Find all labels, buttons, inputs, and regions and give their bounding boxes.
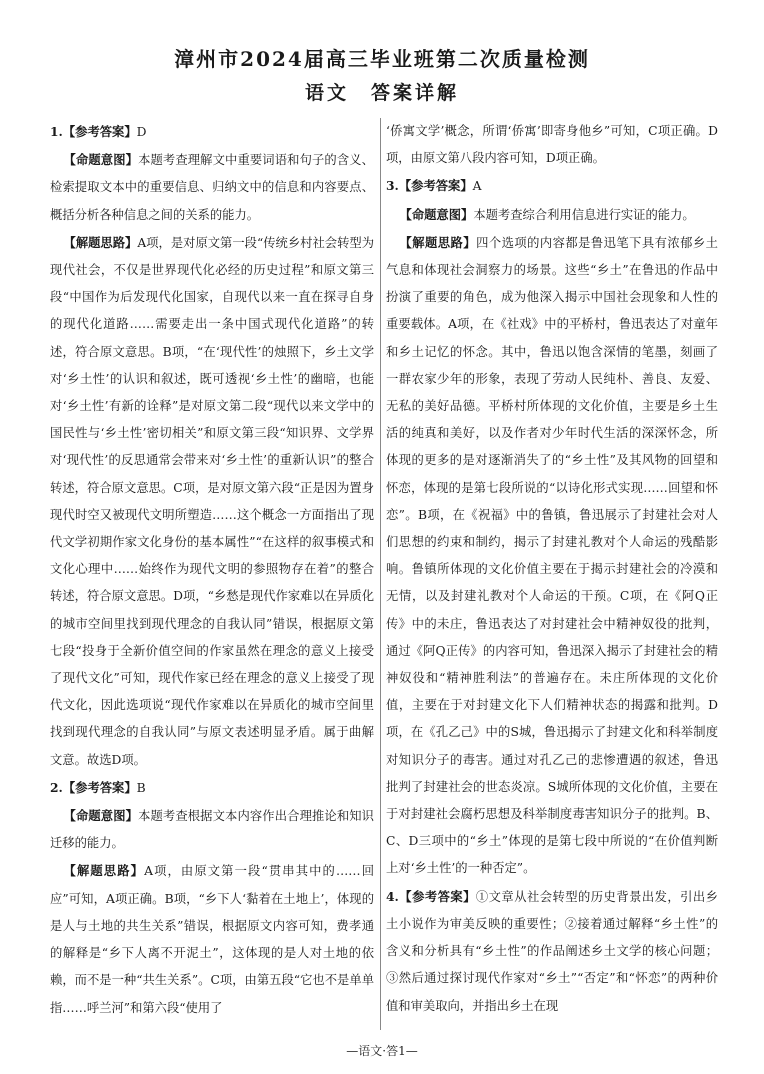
answer-line xyxy=(50,774,374,802)
answer-line xyxy=(50,118,374,146)
question-number: 2. xyxy=(50,779,63,795)
left-column xyxy=(50,118,374,1030)
idea-paragraph xyxy=(50,229,374,774)
page-header xyxy=(0,44,764,108)
intent-text: 本题考查综合利用信息进行实证的能力。 xyxy=(473,207,695,222)
answer-line xyxy=(386,172,718,200)
intent-text: 本题考查理解文中重要词语和句子的含义、检索提取文本中的重要信息、归纳文中的信息和内容要点、概括分析各种信息之间的关系的能力。 xyxy=(50,153,374,222)
idea-text: A项，是对原文第一段“传统乡村社会转型为现代社会，不仅是世界现代化必经的历史过程”和原文第三段“中国作为后发现代化国家，自现代以来一直在探寻自身的现代化道路……需要走出一条中国式现代化道路”的转述，符合原文意思。B项，“在‘现代性’的烛照下，乡土文学对‘乡土性’的认识和叙述，既可透视‘乡土性’的幽暗，也能对‘乡土性’有新的诠释”是对原文第二段“现代以来文学中的国民性与‘乡土性’密切相关”和原文第三段“知识界、文学界对‘现代性’的反思通常会带来对‘乡土性’的重新认识”的整合转述，符合原文意思。C项，是对原文第六段“正是因为置身现代时空又被现代文明所塑造……这个概念一方面指出了现代文学初期作家文化身份的基本属性”“在这样的叙事模式和文化心理中……始终作为现代文明的参照物存在着”的整合转述，符合原文意思。D项，“乡愁是现代作家难以在异质化的城市空间里找到现代理念的自我认同”错误，根据原文第七段“投身于全新价值空间的作家虽然在理念的意义上接受了现代文化”可知，现代作家已经在理念的意义上接受了现代文化，因此选项说“现代作家难以在异质化的城市空间里找到现代理念的自我认同”与原文表述明显矛盾。属于曲解文意。故选D项。 xyxy=(50,235,374,767)
question-3 xyxy=(386,172,718,882)
question-number: 3. xyxy=(386,178,399,194)
question-1 xyxy=(50,118,374,774)
idea-tag: 【解题思路】 xyxy=(63,863,145,879)
document-title: 漳州市2024届高三毕业班第二次质量检测 xyxy=(174,47,590,71)
intent-paragraph xyxy=(50,802,374,857)
idea-tag: 【解题思路】 xyxy=(399,234,477,250)
answer-tag: 【参考答案】 xyxy=(62,779,137,795)
intent-tag: 【命题意图】 xyxy=(63,808,139,824)
question-2 xyxy=(50,774,374,1022)
answer-value: D xyxy=(136,125,147,139)
answer-tag: 【参考答案】 xyxy=(398,888,476,904)
answer-value: A xyxy=(472,179,482,194)
answer-tag: 【参考答案】 xyxy=(62,124,137,139)
answer-value: ①文章从社会转型的历史背景出发，引出乡土小说作为审美反映的重要性；②接着通过解释“乡土性”的含义和分析具有“乡土性”的作品阐述乡土文学的核心问题；③然后通过探讨现代作家对“乡土”“否定”和“怀恋”的两种价值和审美取向，并指出乡土在现 xyxy=(386,889,718,1013)
question-number: 4. xyxy=(386,888,399,904)
answer-tag: 【参考答案】 xyxy=(398,178,473,194)
intent-tag: 【命题意图】 xyxy=(399,206,474,222)
intent-paragraph xyxy=(386,201,718,229)
right-column xyxy=(386,118,718,1030)
document-subtitle: 语文 答案详解 xyxy=(304,82,459,104)
intent-text: 本题考查根据文本内容作出合理推论和知识迁移的能力。 xyxy=(50,809,374,851)
idea-paragraph xyxy=(50,857,374,1021)
question-4 xyxy=(386,883,718,1020)
idea-text: 四个选项的内容都是鲁迅笔下具有浓郁乡土气息和体现社会洞察力的场景。这些“乡土”在鲁迅的作品中扮演了重要的角色，成为他深入揭示中国社会现象和人性的重要载体。A项，在《社戏》中的平桥村，鲁迅表达了对童年和乡土记忆的怀念。其中，鲁迅以饱含深情的笔墨，刻画了一群农家少年的形象，表现了劳动人民纯朴、善良、友爱、无私的美好品德。平桥村所体现的文化价值，主要是乡土生活的纯真和美好，以及作者对少年时代生活的深深怀念，所体现的更多的是对逐渐消失了的“乡土性”及其风物的回望和怀恋，体现的是第七段所说的“以诗化形式实现……回望和怀恋”。B项，在《祝福》中的鲁镇，鲁迅展示了封建社会对人们思想的约束和制约，揭示了封建礼教对个人命运的残酷影响。鲁镇所体现的文化价值主要在于揭示封建社会的冷漠和无情，以及封建礼教对个人命运的干预。C项，在《阿Q正传》中的未庄，鲁迅表达了对封建社会中精神奴役的批判，通过《阿Q正传》的内容可知，鲁迅深入揭示了封建社会的精神奴役和“精神胜利法”的普遍存在。未庄所体现的文化价值，主要在于对封建文化下人们精神状态的揭露和批判。D项，在《孔乙己》中的S城，鲁迅揭示了封建文化和科举制度对知识分子的毒害。通过对孔乙己的悲惨遭遇的叙述，鲁迅批判了封建社会的世态炎凉。S城所体现的文化价值，主要在于对封建社会腐朽思想及科举制度毒害知识分子的批判。B、C、D三项中的“乡土”体现的是第七段中所说的“在价值判断上对‘乡土性’的一种否定”。 xyxy=(386,235,718,876)
question-number: 1. xyxy=(50,124,63,139)
idea-tag: 【解题思路】 xyxy=(63,234,138,250)
intent-tag: 【命题意图】 xyxy=(63,152,139,168)
column-divider xyxy=(380,118,381,1030)
idea-text: A项，由原文第一段“贯串其中的……回应”可知，A项正确。B项，“乡下人‘黏着在土地上’，体现的是人与土地的共生关系”错误，根据原文内容可知，费孝通的解释是“乡下人离不开泥土”，这体现的是人对土地的依赖，而不是一种“共生关系”。C项，由第五段“它也不是单单指……呼兰河”和第六段“使用了 xyxy=(50,864,374,1015)
idea-paragraph xyxy=(386,229,718,883)
intent-paragraph xyxy=(50,146,374,229)
answer-line xyxy=(386,883,718,1020)
page-footer: —语文·答1— xyxy=(346,1044,418,1058)
answer-value: B xyxy=(136,780,146,795)
question-2-continuation: ‘侨寓文学’概念，所谓‘侨寓’即寄身他乡”可知，C项正确。D项，由原文第八段内容可知，D项正确。 xyxy=(386,124,718,166)
